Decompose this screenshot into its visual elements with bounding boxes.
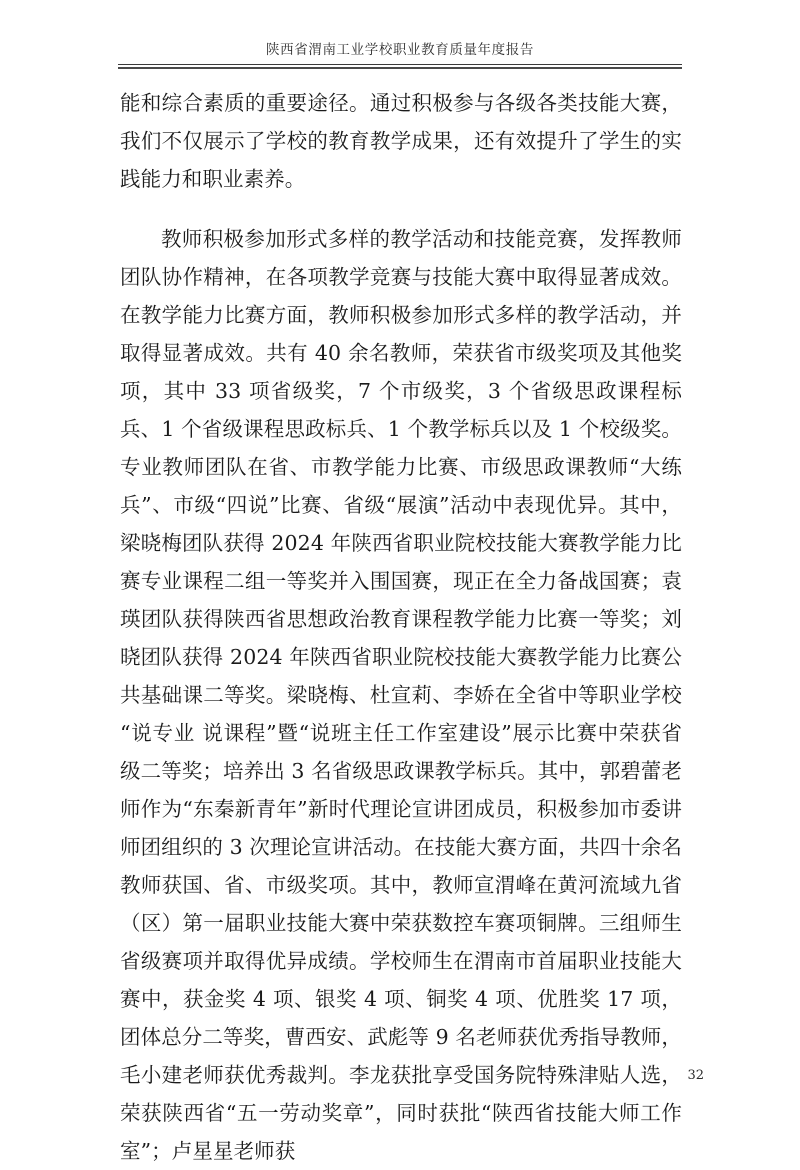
paragraph-teacher-competitions: 教师积极参加形式多样的教学活动和技能竞赛，发挥教师团队协作精神，在各项教学竞赛与技能大赛中取得显著成效。在教学能力比赛方面，教师积极参加形式多样的教学活动，并取得显著成效。共有 40 余名教师，荣获省市级奖项及其他奖项，其中 33 项省级奖，7 个市级奖，3 个省级思政课程标兵、1 个省级课程思政标兵、1 个教学标兵以及 1 个校级奖。专业教师团队在省、市教学能力比赛、市级思政课教师“大练兵”、市级“四说”比赛、省级“展演”活动中表现优异。其中，梁晓梅团队获得 2024 年陕西省职业院校技能大赛教学能力比赛专业课程二组一等奖并入围国赛，现正在全力备战国赛；袁瑛团队获得陕西省思想政治教育课程教学能力比赛一等奖；刘晓团队获得 2024 年陕西省职业院校技能大赛教学能力比赛公共基础课二等奖。梁晓梅、杜宣莉、李娇在全省中等职业学校“说专业 说课程”暨“说班主任工作室建设”展示比赛中荣获省级二等奖；培养出 3 名省级思政课教学标兵。其中，郭碧蕾老师作为“东秦新青年”新时代理论宣讲团成员，积极参加市委讲师团组织的 3 次理论宣讲活动。在技能大赛方面，共四十余名教师获国、省、市级奖项。其中，教师宣渭峰在黄河流域九省（区）第一届职业技能大赛中荣获数控车赛项铜牌。三组师生省级赛项并取得优异成绩。学校师生在渭南市首届职业技能大赛中，获金奖 4 项、银奖 4 项、铜奖 4 项、优胜奖 17 项，团体总分二等奖，曹西安、武彪等 9 名老师获优秀指导教师，毛小建老师获优秀裁判。李龙获批享受国务院特殊津贴人选，荣获陕西省“五一劳动奖章”，同时获批“陕西省技能大师工作室”；卢星星老师获 bbox=[120, 227, 682, 1163]
header-rule-thick-line bbox=[118, 67, 682, 69]
body-text-column bbox=[120, 84, 682, 1170]
page-number: 32 bbox=[687, 1068, 704, 1083]
paragraph-continuation: 能和综合素质的重要途径。通过积极参与各级各类技能大赛，我们不仅展示了学校的教育教学成果，还有效提升了学生的实践能力和职业素养。 bbox=[120, 91, 682, 191]
header-divider-rule bbox=[118, 64, 682, 69]
running-header bbox=[118, 40, 682, 69]
header-title: 陕西省渭南工业学校职业教育质量年度报告 bbox=[266, 42, 534, 58]
